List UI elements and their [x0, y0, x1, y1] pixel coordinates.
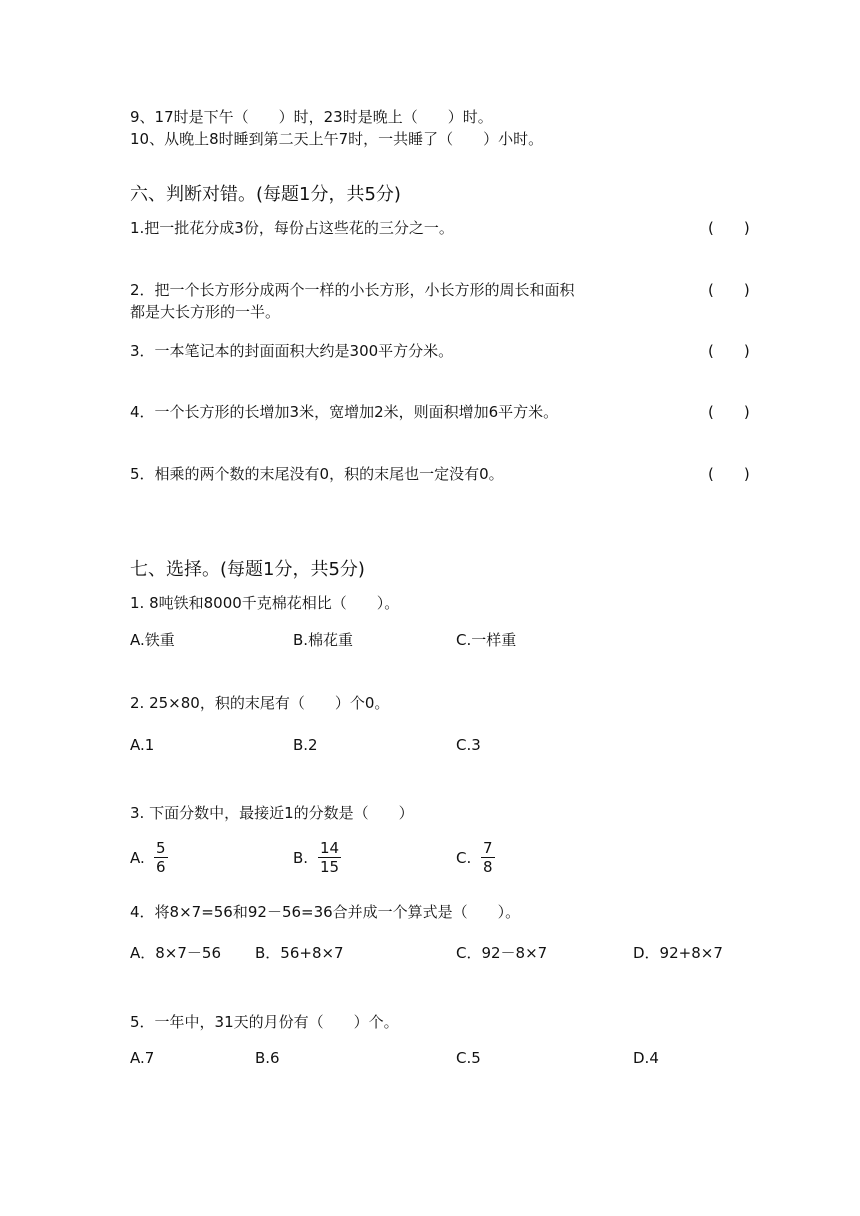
- choice-q5-option-b: B.6: [255, 1049, 280, 1067]
- choice-q4-option-d: D．92+8×7: [633, 944, 723, 962]
- choice-q4-stem: 4．将8×7=56和92－56=36合并成一个算式是（ ）。: [130, 903, 521, 921]
- choice-q3-option-c-fraction: [481, 840, 495, 875]
- judge-item-2: 2．把一个长方形分成两个一样的小长方形，小长方形的周长和面积: [130, 281, 575, 299]
- fraction-numerator: 14: [320, 839, 340, 857]
- section-6-title: 六、判断对错。(每题1分，共5分): [130, 184, 401, 205]
- judge-item-3: 3．一本笔记本的封面面积大约是300平方分米。: [130, 342, 454, 360]
- judge-mark-5: ( ): [708, 465, 750, 483]
- choice-q3-option-a-label: A.: [130, 849, 145, 867]
- fraction-numerator: 7: [483, 839, 493, 857]
- fraction-denominator: 8: [483, 858, 493, 876]
- fraction-numerator: 5: [156, 839, 166, 857]
- choice-q3-stem: 3. 下面分数中，最接近1的分数是（ ）: [130, 804, 414, 822]
- section-7-title: 七、选择。(每题1分，共5分): [130, 559, 365, 580]
- judge-item-2-continuation: 都是大长方形的一半。: [130, 303, 281, 321]
- judge-item-4: 4．一个长方形的长增加3米，宽增加2米，则面积增加6平方米。: [130, 403, 559, 421]
- choice-q3-option-b-fraction: [318, 840, 341, 875]
- fraction-denominator: 6: [156, 858, 166, 876]
- choice-q4-option-c: C．92－8×7: [456, 944, 548, 962]
- choice-q2-option-a: A.1: [130, 736, 155, 754]
- choice-q2-option-b: B.2: [293, 736, 318, 754]
- choice-q1-stem: 1. 8吨铁和8000千克棉花相比（ ）。: [130, 594, 400, 612]
- judge-item-5: 5．相乘的两个数的末尾没有0，积的末尾也一定没有0。: [130, 465, 504, 483]
- judge-item-1: 1.把一批花分成3份，每份占这些花的三分之一。: [130, 219, 454, 237]
- choice-q4-option-a: A．8×7－56: [130, 944, 222, 962]
- choice-q5-option-a: A.7: [130, 1049, 155, 1067]
- choice-q5-stem: 5．一年中，31天的月份有（ ）个。: [130, 1013, 399, 1031]
- choice-q1-option-b: B.棉花重: [293, 631, 354, 649]
- choice-q2-option-c: C.3: [456, 736, 481, 754]
- fraction-denominator: 15: [320, 858, 340, 876]
- choice-q5-option-c: C.5: [456, 1049, 481, 1067]
- choice-q2-stem: 2. 25×80，积的末尾有（ ）个0。: [130, 694, 390, 712]
- question-10: 10、从晚上8时睡到第二天上午7时，一共睡了（ ）小时。: [130, 130, 544, 148]
- question-9: 9、17时是下午（ ）时，23时是晚上（ ）时。: [130, 108, 493, 126]
- choice-q3-option-c-label: C.: [456, 849, 472, 867]
- choice-q3-option-a-fraction: [154, 840, 168, 875]
- choice-q3-option-b-label: B.: [293, 849, 309, 867]
- choice-q1-option-a: A.铁重: [130, 631, 175, 649]
- judge-mark-2: ( ): [708, 281, 750, 299]
- judge-mark-4: ( ): [708, 403, 750, 421]
- choice-q4-option-b: B．56+8×7: [255, 944, 344, 962]
- judge-mark-3: ( ): [708, 342, 750, 360]
- choice-q5-option-d: D.4: [633, 1049, 659, 1067]
- judge-mark-1: ( ): [708, 219, 750, 237]
- choice-q1-option-c: C.一样重: [456, 631, 517, 649]
